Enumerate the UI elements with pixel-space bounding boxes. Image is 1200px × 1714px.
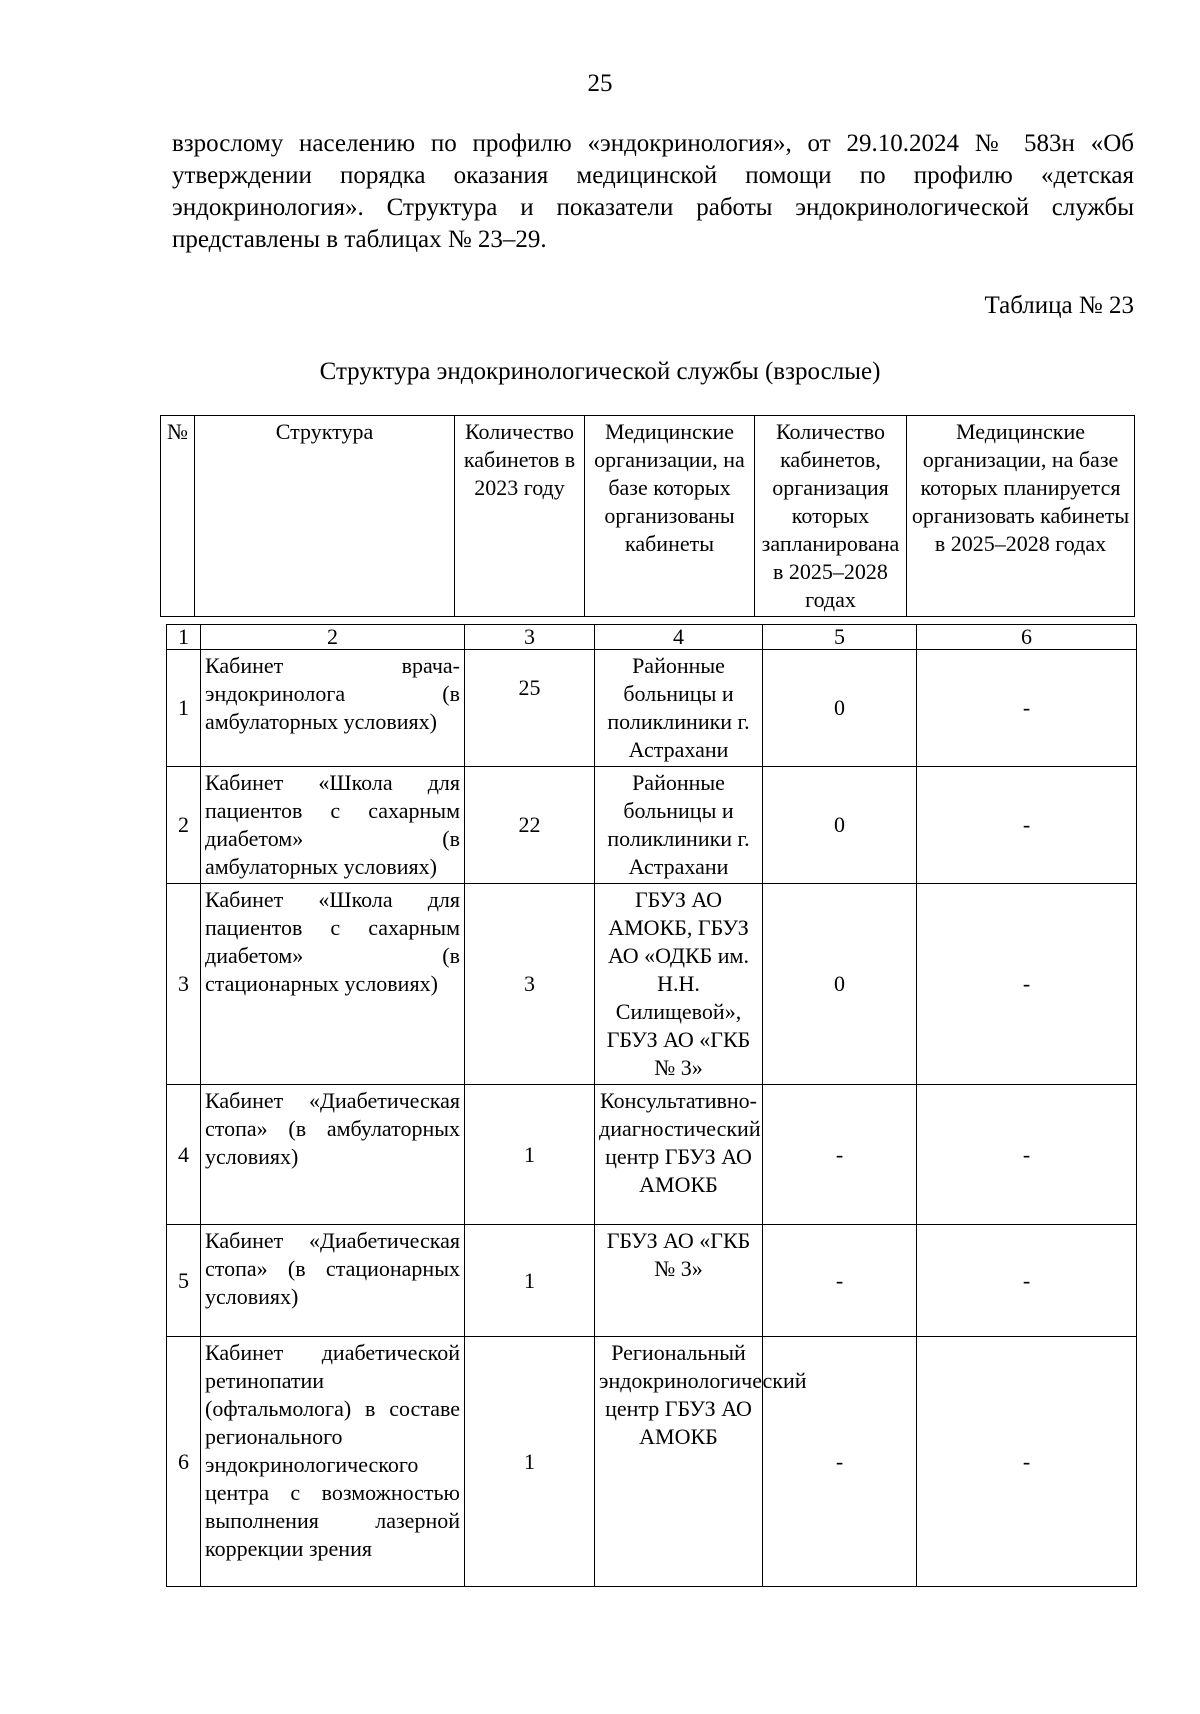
- row-count-2023: 3: [465, 884, 595, 1085]
- row-number: 3: [167, 884, 201, 1085]
- column-number: 4: [595, 625, 763, 650]
- column-number: 1: [167, 625, 201, 650]
- row-count-2023: 22: [465, 767, 595, 884]
- column-number: 3: [465, 625, 595, 650]
- header-count-2023: Количество кабинетов в 2023 году: [455, 416, 585, 617]
- row-number: 1: [167, 650, 201, 767]
- row-organizations: ГБУЗ АО «ГКБ № 3»: [595, 1225, 763, 1337]
- row-count-planned: -: [763, 1225, 917, 1337]
- row-organizations: Консультативно-диагностический центр ГБУЗ АО АМОКБ: [595, 1085, 763, 1225]
- column-number: 6: [917, 625, 1137, 650]
- row-structure: Кабинет «Школа для пациентов с сахарным диабетом» (в амбулаторных условиях): [201, 767, 465, 884]
- row-count-planned: 0: [763, 767, 917, 884]
- row-count-2023: 1: [465, 1085, 595, 1225]
- row-count-planned: -: [763, 1085, 917, 1225]
- row-organizations: Региональный эндокринологический центр ГБУЗ АО АМОКБ: [595, 1337, 763, 1587]
- table-row: [167, 1225, 1137, 1337]
- row-structure: Кабинет «Диабетическая стопа» (в стационарных условиях): [201, 1225, 465, 1337]
- row-organizations: Районные больницы и поликлиники г. Астрахани: [595, 767, 763, 884]
- intro-paragraph: взрослому населению по профилю «эндокринология», от 29.10.2024 № 583н «Об утверждении порядка оказания медицинской помощи по профилю «детская эндокринология». Структура и показатели работы эндокринологической службы представлены в таблицах № 23–29.: [172, 130, 1134, 253]
- table-header: [160, 415, 1135, 617]
- table-label: Таблица № 23: [984, 292, 1134, 319]
- row-count-planned: 0: [763, 884, 917, 1085]
- row-count-planned: -: [763, 1337, 917, 1587]
- row-count-planned: 0: [763, 650, 917, 767]
- table-title: Структура эндокринологической службы (взрослые): [319, 358, 881, 385]
- header-num: №: [161, 416, 195, 617]
- row-structure: Кабинет «Школа для пациентов с сахарным диабетом» (в стационарных условиях): [201, 884, 465, 1085]
- row-structure: Кабинет диабетической ретинопатии (офтальмолога) в составе регионального эндокринологического центра с возможностью выполнения лазерной коррекции зрения: [201, 1337, 465, 1587]
- row-organizations-planned: -: [917, 884, 1137, 1085]
- row-structure: Кабинет врача-эндокринолога (в амбулаторных условиях): [201, 650, 465, 767]
- row-organizations: Районные больницы и поликлиники г. Астрахани: [595, 650, 763, 767]
- row-number: 4: [167, 1085, 201, 1225]
- row-organizations-planned: -: [917, 767, 1137, 884]
- row-organizations-planned: -: [917, 650, 1137, 767]
- table-row: [167, 767, 1137, 884]
- header-organizations-planned: Медицинские организации, на базе которых планируется организовать кабинеты в 2025–2028 годах: [907, 416, 1135, 617]
- row-number: 2: [167, 767, 201, 884]
- row-number: 5: [167, 1225, 201, 1337]
- table-row: [167, 1337, 1137, 1587]
- column-number: 2: [201, 625, 465, 650]
- header-organizations: Медицинские организации, на базе которых организованы кабинеты: [585, 416, 755, 617]
- row-organizations-planned: -: [917, 1085, 1137, 1225]
- table-row: [167, 1085, 1137, 1225]
- header-structure: Структура: [195, 416, 455, 617]
- table-row: [167, 884, 1137, 1085]
- header-count-planned: Количество кабинетов, организация которых запланирована в 2025–2028 годах: [755, 416, 907, 617]
- row-structure: Кабинет «Диабетическая стопа» (в амбулаторных условиях): [201, 1085, 465, 1225]
- row-organizations: ГБУЗ АО АМОКБ, ГБУЗ АО «ОДКБ им. Н.Н. Силищевой», ГБУЗ АО «ГКБ № 3»: [595, 884, 763, 1085]
- table-body: [166, 624, 1137, 1587]
- row-number: 6: [167, 1337, 201, 1587]
- row-count-2023: 1: [465, 1337, 595, 1587]
- row-organizations-planned: -: [917, 1225, 1137, 1337]
- header-row: [161, 416, 1135, 617]
- table-row: [167, 650, 1137, 767]
- column-number: 5: [763, 625, 917, 650]
- column-number-row: [167, 625, 1137, 650]
- row-count-2023: 25: [465, 650, 595, 767]
- row-count-2023: 1: [465, 1225, 595, 1337]
- page-number: 25: [587, 70, 613, 97]
- row-organizations-planned: -: [917, 1337, 1137, 1587]
